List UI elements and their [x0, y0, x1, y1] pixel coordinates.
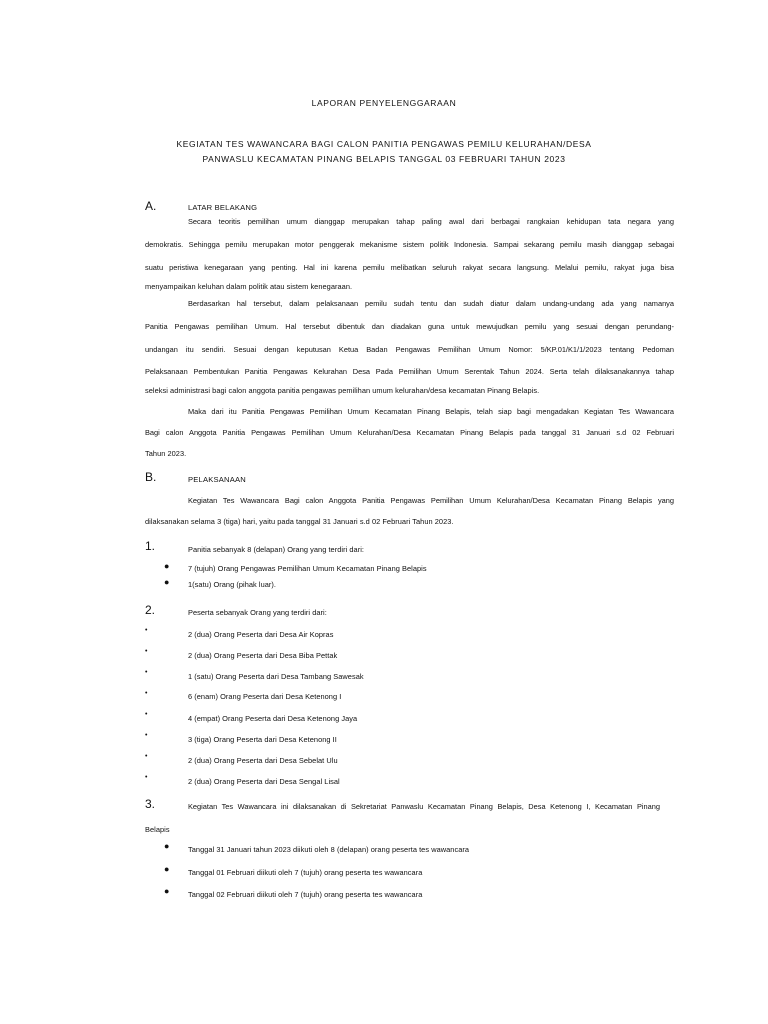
paragraph-line: Panitia Pengawas pemilihan Umum. Hal tersebut dibentuk dan diadakan guna untuk mewujudkan pemilu yang sesuai dengan perundang-	[145, 322, 674, 331]
list-item: 7 (tujuh) Orang Pengawas Pemilihan Umum Kecamatan Pinang Belapis	[188, 564, 427, 573]
list-item: 6 (enam) Orang Peserta dari Desa Ketenong I	[188, 692, 342, 701]
paragraph-line: demokratis. Sehingga pemilu merupakan motor penggerak mekanisme sistem politik Indonesia. Sampai sekarang pemilu masih dianggap sebagai	[145, 240, 674, 249]
bullet-icon: •	[145, 648, 148, 655]
list-item: Tanggal 02 Februari diikuti oleh 7 (tujuh) orang peserta tes wawancara	[188, 890, 423, 899]
paragraph-line: menyampaikan keluhan dalam politik atau sistem kenegaraan.	[145, 282, 353, 291]
section-a-heading: LATAR BELAKANG	[188, 203, 258, 212]
paragraph-line: Pelaksanaan Pembentukan Panitia Pengawas Kelurahan Desa Pada Pemilihan Umum Serentak Tahun 2024. Serta telah dilaksanakannya tahap	[145, 367, 674, 376]
document-subtitle-line-2: PANWASLU KECAMATAN PINANG BELAPIS TANGGAL 03 FEBRUARI TAHUN 2023	[202, 154, 566, 164]
item-3-text: Kegiatan Tes Wawancara ini dilaksanakan di Sekretariat Panwaslu Kecamatan Pinang Belapis, Desa Ketenong I, Kecamatan Pinang	[188, 802, 660, 811]
bullet-icon: ●	[164, 841, 170, 851]
bullet-icon: ●	[164, 561, 170, 571]
item-1-text: Panitia sebanyak 8 (delapan) Orang yang terdiri dari:	[188, 545, 365, 554]
bullet-icon: ●	[164, 577, 170, 587]
bullet-icon: •	[145, 627, 148, 634]
list-item: 2 (dua) Orang Peserta dari Desa Sengal Lisal	[188, 777, 340, 786]
document-subtitle-line-1: KEGIATAN TES WAWANCARA BAGI CALON PANITIA PENGAWAS PEMILU KELURAHAN/DESA	[176, 139, 592, 149]
list-item: Tanggal 01 Februari diikuti oleh 7 (tujuh) orang peserta tes wawancara	[188, 868, 423, 877]
section-b-letter: B.	[145, 470, 157, 484]
paragraph-line: Maka dari itu Panitia Pengawas Pemilihan Umum Kecamatan Pinang Belapis, telah siap bagi mengadakan Kegiatan Tes Wawancara	[188, 407, 674, 416]
list-item: Tanggal 31 Januari tahun 2023 diikuti oleh 8 (delapan) orang peserta tes wawancara	[188, 845, 470, 854]
list-item: 2 (dua) Orang Peserta dari Desa Biba Pettak	[188, 651, 338, 660]
paragraph-line: undangan itu sendiri. Sesuai dengan keputusan Ketua Badan Pengawas Pemilihan Umum Nomor: 5/KP.01/K1/1/2023 tentang Pedoman	[145, 345, 674, 354]
item-1-number: 1.	[145, 539, 156, 553]
item-2-number: 2.	[145, 603, 156, 617]
bullet-icon: •	[145, 774, 148, 781]
section-b-heading: PELAKSANAAN	[188, 475, 246, 484]
paragraph-line: Secara teoritis pemilihan umum dianggap merupakan tahap paling awal dari berbagai rangkaian kehidupan tata negara yang	[188, 217, 674, 226]
bullet-icon: •	[145, 732, 148, 739]
item-3-number: 3.	[145, 797, 156, 811]
list-item: 1 (satu) Orang Peserta dari Desa Tambang Sawesak	[188, 672, 364, 681]
list-item: 4 (empat) Orang Peserta dari Desa Ketenong Jaya	[188, 714, 358, 723]
bullet-icon: •	[145, 753, 148, 760]
paragraph-line: Bagi calon Anggota Panitia Pengawas Pemilihan Umum Kelurahan/Desa Kecamatan Pinang Belapis pada tanggal 31 Januari s.d 02 Februari	[145, 428, 674, 437]
paragraph-line: dilaksanakan selama 3 (tiga) hari, yaitu pada tanggal 31 Januari s.d 02 Februari Tahun 2023.	[145, 517, 454, 526]
list-item: 2 (dua) Orang Peserta dari Desa Sebelat Ulu	[188, 756, 338, 765]
bullet-icon: ●	[164, 864, 170, 874]
item-2-text: Peserta sebanyak Orang yang terdiri dari:	[188, 608, 327, 617]
list-item: 1(satu) Orang (pihak luar).	[188, 580, 277, 589]
paragraph-line: seleksi administrasi bagi calon anggota panitia pengawas pemilihan umum kelurahan/desa kecamatan Pinang Belapis.	[145, 386, 540, 395]
paragraph-line: Kegiatan Tes Wawancara Bagi calon Anggota Panitia Pengawas Pemilihan Umum Kelurahan/Desa Kecamatan Pinang Belapis yang	[188, 496, 674, 505]
bullet-icon: •	[145, 711, 148, 718]
paragraph-line: Berdasarkan hal tersebut, dalam pelaksanaan pemilu sudah tentu dan sudah diatur dalam undang-undang ada yang namanya	[188, 299, 674, 308]
list-item: 3 (tiga) Orang Peserta dari Desa Ketenong II	[188, 735, 337, 744]
paragraph-line: suatu peristiwa kenegaraan yang penting. Hal ini karena pemilu melibatkan seluruh rakyat secara langsung. Melalui pemilu, rakyat juga bisa	[145, 263, 674, 272]
bullet-icon: ●	[164, 886, 170, 896]
bullet-icon: •	[145, 669, 148, 676]
document-title: LAPORAN PENYELENGGARAAN	[311, 98, 457, 108]
section-a-letter: A.	[145, 199, 157, 213]
bullet-icon: •	[145, 690, 148, 697]
list-item: 2 (dua) Orang Peserta dari Desa Air Kopras	[188, 630, 334, 639]
item-3-text-continued: Belapis	[145, 825, 170, 834]
paragraph-line: Tahun 2023.	[145, 449, 187, 458]
